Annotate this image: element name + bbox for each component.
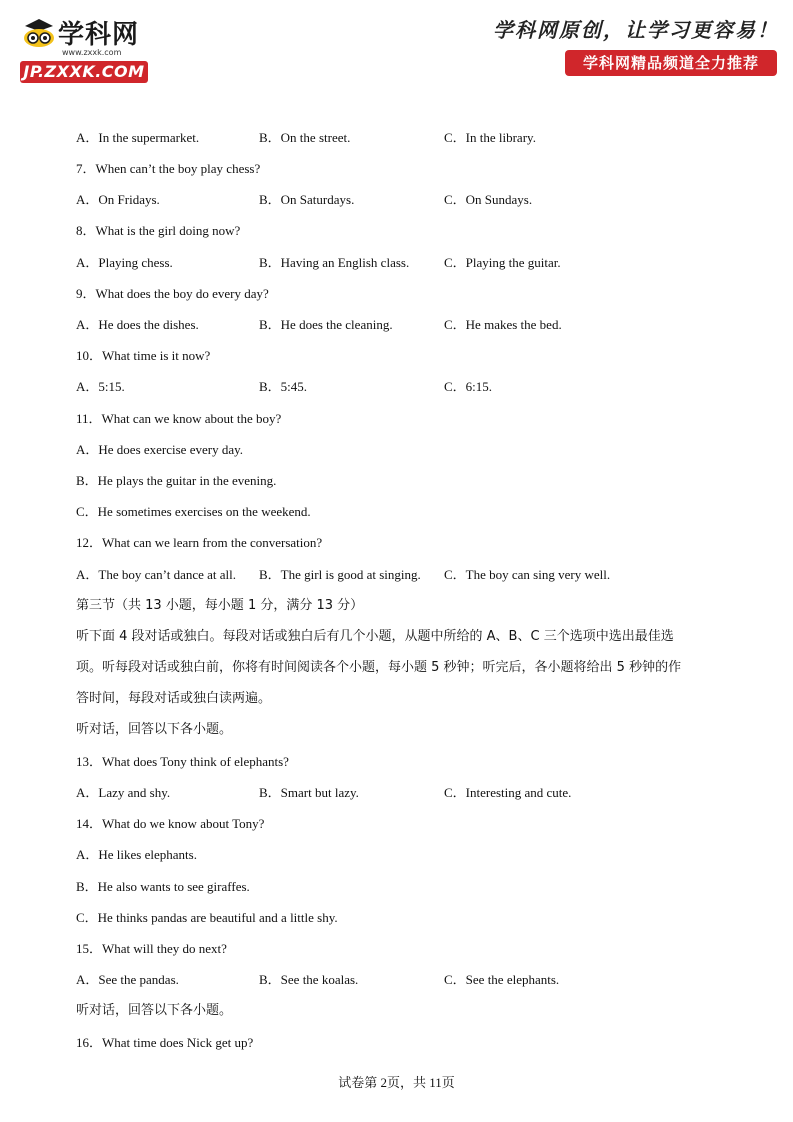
q12-option-a: A．The boy can’t dance at all.	[76, 567, 237, 582]
q7-option-b: B．On Saturdays.	[259, 192, 355, 207]
q9-option-c: C．He makes the bed.	[444, 317, 562, 332]
q15-option-a: A．See the pandas.	[76, 972, 179, 987]
question-11: 11．What can we know about the boy?	[76, 411, 282, 426]
question-12: 12．What can we learn from the conversation?	[76, 535, 323, 550]
q10-option-c: C．6:15.	[444, 379, 493, 394]
q11-option-c: C．He sometimes exercises on the weekend.	[76, 504, 311, 519]
q10-option-b: B．5:45.	[259, 379, 308, 394]
q13-option-c: C．Interesting and cute.	[444, 785, 572, 800]
question-9: 9．What does the boy do every day?	[76, 286, 269, 301]
q8-option-b: B．Having an English class.	[259, 255, 410, 270]
q11-option-b: B．He plays the guitar in the evening.	[76, 473, 277, 488]
listen-prompt-1: 听对话，回答以下各小题。	[76, 722, 233, 737]
section-3-title: 第三节（共 13 小题，每小题 1 分，满分 13 分）	[76, 598, 364, 613]
q14-option-b: B．He also wants to see giraffes.	[76, 879, 250, 894]
brand-badge[interactable]: JP.ZXXK.COM	[20, 61, 148, 83]
brand-name: 学科网	[58, 20, 140, 50]
q8-option-c: C．Playing the guitar.	[444, 255, 561, 270]
recommend-banner[interactable]: 学科网精品频道全力推荐	[565, 50, 777, 76]
section-3-instructions-line-2: 项。听每段对话或独白前，你将有时间阅读各个小题，每小题 5 秒钟；听完后，各小题将给出 5 秒钟的作	[76, 660, 682, 675]
header-slogan: 学科网原创，让学习更容易！	[493, 18, 779, 42]
q6-option-b: B．On the street.	[259, 130, 351, 145]
mascot-owl-icon	[22, 18, 56, 48]
q15-option-c: C．See the elephants.	[444, 972, 560, 987]
brand-site: www.zxxk.com	[62, 48, 122, 57]
question-8: 8．What is the girl doing now?	[76, 223, 241, 238]
question-16: 16．What time does Nick get up?	[76, 1035, 254, 1050]
logo	[18, 12, 153, 80]
q12-option-c: C．The boy can sing very well.	[444, 567, 611, 582]
q7-option-c: C．On Sundays.	[444, 192, 533, 207]
question-13: 13．What does Tony think of elephants?	[76, 754, 289, 769]
q14-option-a: A．He likes elephants.	[76, 847, 197, 862]
q12-option-b: B．The girl is good at singing.	[259, 567, 421, 582]
question-7: 7．When can’t the boy play chess?	[76, 161, 261, 176]
q6-option-c: C．In the library.	[444, 130, 536, 145]
q10-option-a: A．5:15.	[76, 379, 125, 394]
q9-option-b: B．He does the cleaning.	[259, 317, 393, 332]
q9-option-a: A．He does the dishes.	[76, 317, 199, 332]
listen-prompt-2: 听对话，回答以下各小题。	[76, 1003, 233, 1018]
question-14: 14．What do we know about Tony?	[76, 816, 265, 831]
q15-option-b: B．See the koalas.	[259, 972, 359, 987]
q11-option-a: A．He does exercise every day.	[76, 442, 244, 457]
q13-option-a: A．Lazy and shy.	[76, 785, 171, 800]
section-3-instructions-line-3: 答时间，每段对话或独白读两遍。	[76, 691, 272, 706]
page-footer: 试卷第 2页，共 11页	[338, 1075, 455, 1090]
question-15: 15．What will they do next?	[76, 941, 227, 956]
q14-option-c: C．He thinks pandas are beautiful and a little shy.	[76, 910, 338, 925]
q8-option-a: A．Playing chess.	[76, 255, 173, 270]
question-10: 10．What time is it now?	[76, 348, 211, 363]
q7-option-a: A．On Fridays.	[76, 192, 160, 207]
q6-option-a: A．In the supermarket.	[76, 130, 200, 145]
section-3-instructions-line-1: 听下面 4 段对话或独白。每段对话或独白后有几个小题，从题中所给的 A、B、C 三个选项中选出最佳选	[76, 629, 674, 644]
q13-option-b: B．Smart but lazy.	[259, 785, 359, 800]
